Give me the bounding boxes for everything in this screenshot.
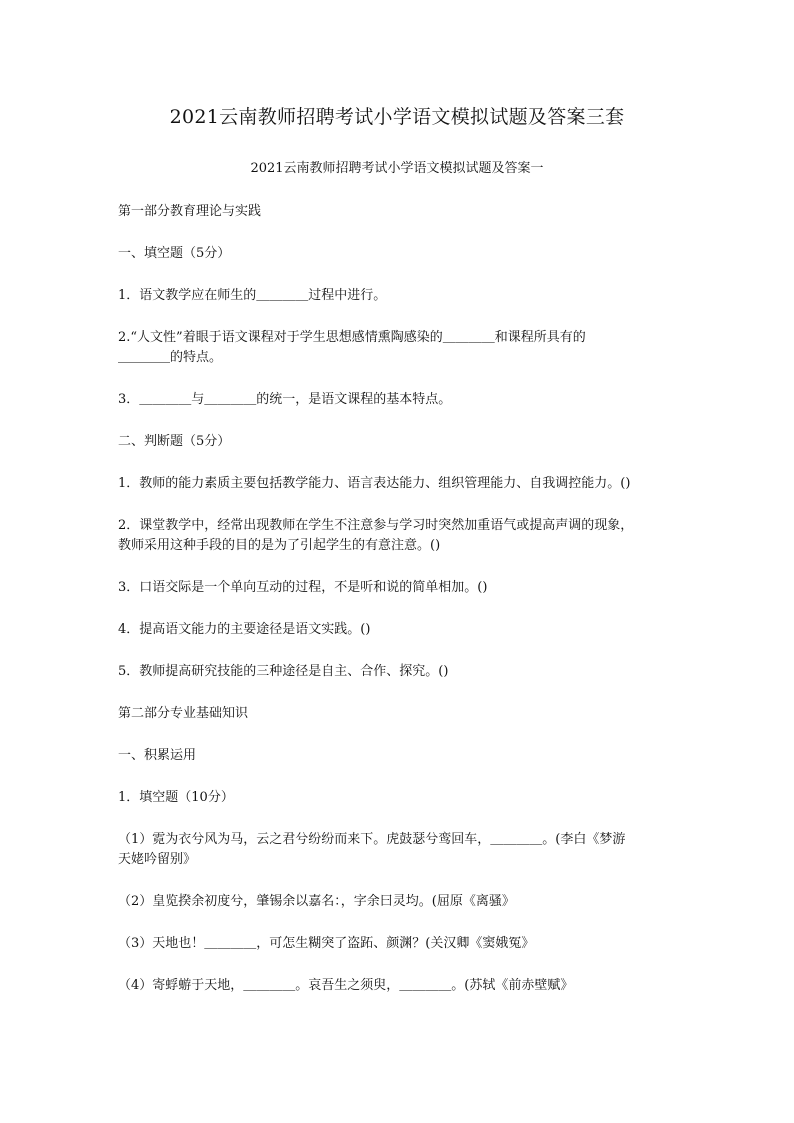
document-subtitle: 2021云南教师招聘考试小学语文模拟试题及答案一 (250, 161, 544, 176)
judgement-5: 5．教师提高研究技能的三种途径是自主、合作、探究。() (118, 664, 449, 679)
judgement-4: 4．提高语文能力的主要途径是语文实践。() (118, 622, 371, 637)
judgement-2-line1: 2．课堂教学中，经常出现教师在学生不注意参与学习时突然加重语气或提高声调的现象， (118, 518, 634, 533)
judgement-3: 3．口语交际是一个单向互动的过程，不是听和说的简单相加。() (118, 580, 488, 595)
question-3: 3．＿＿＿＿与＿＿＿＿的统一，是语文课程的基本特点。 (118, 392, 452, 407)
fill-4: （4）寄蜉蝣于天地，＿＿＿＿。哀吾生之须臾，＿＿＿＿。(苏轼《前赤壁赋》 (118, 978, 574, 993)
fill-heading: 1．填空题（10分） (118, 790, 234, 805)
document-title: 2021云南教师招聘考试小学语文模拟试题及答案三套 (169, 106, 625, 128)
question-2-line1: 2.“人文性”着眼于语文课程对于学生思想感情熏陶感染的＿＿＿＿和课程所具有的 (118, 330, 586, 345)
part1-section1-heading: 一、填空题（5分） (118, 246, 231, 261)
fill-1-line2: 天姥吟留别》 (118, 852, 197, 867)
judgement-2-line2: 教师采用这种手段的目的是为了引起学生的有意注意。() (118, 538, 441, 553)
part1-section2-heading: 二、判断题（5分） (118, 434, 231, 449)
fill-3: （3）天地也！＿＿＿＿，可怎生糊突了盗跖、颜渊？(关汉卿《窦娥冤》 (118, 936, 535, 951)
judgement-1: 1．教师的能力素质主要包括教学能力、语言表达能力、组织管理能力、自我调控能力。() (118, 476, 631, 491)
part2-section1-heading: 一、积累运用 (118, 748, 197, 763)
question-2-line2: ＿＿＿＿的特点。 (118, 350, 223, 365)
part1-heading: 第一部分教育理论与实践 (118, 204, 262, 219)
fill-1-line1: （1）霓为衣兮风为马，云之君兮纷纷而来下。虎鼓瑟兮鸾回车，＿＿＿＿。(李白《梦游 (118, 832, 626, 847)
part2-heading: 第二部分专业基础知识 (118, 706, 249, 721)
question-1: 1．语文教学应在师生的＿＿＿＿过程中进行。 (118, 288, 387, 303)
fill-2: （2）皇览揆余初度兮，肇锡余以嘉名：，字余曰灵均。(屈原《离骚》 (118, 894, 515, 909)
